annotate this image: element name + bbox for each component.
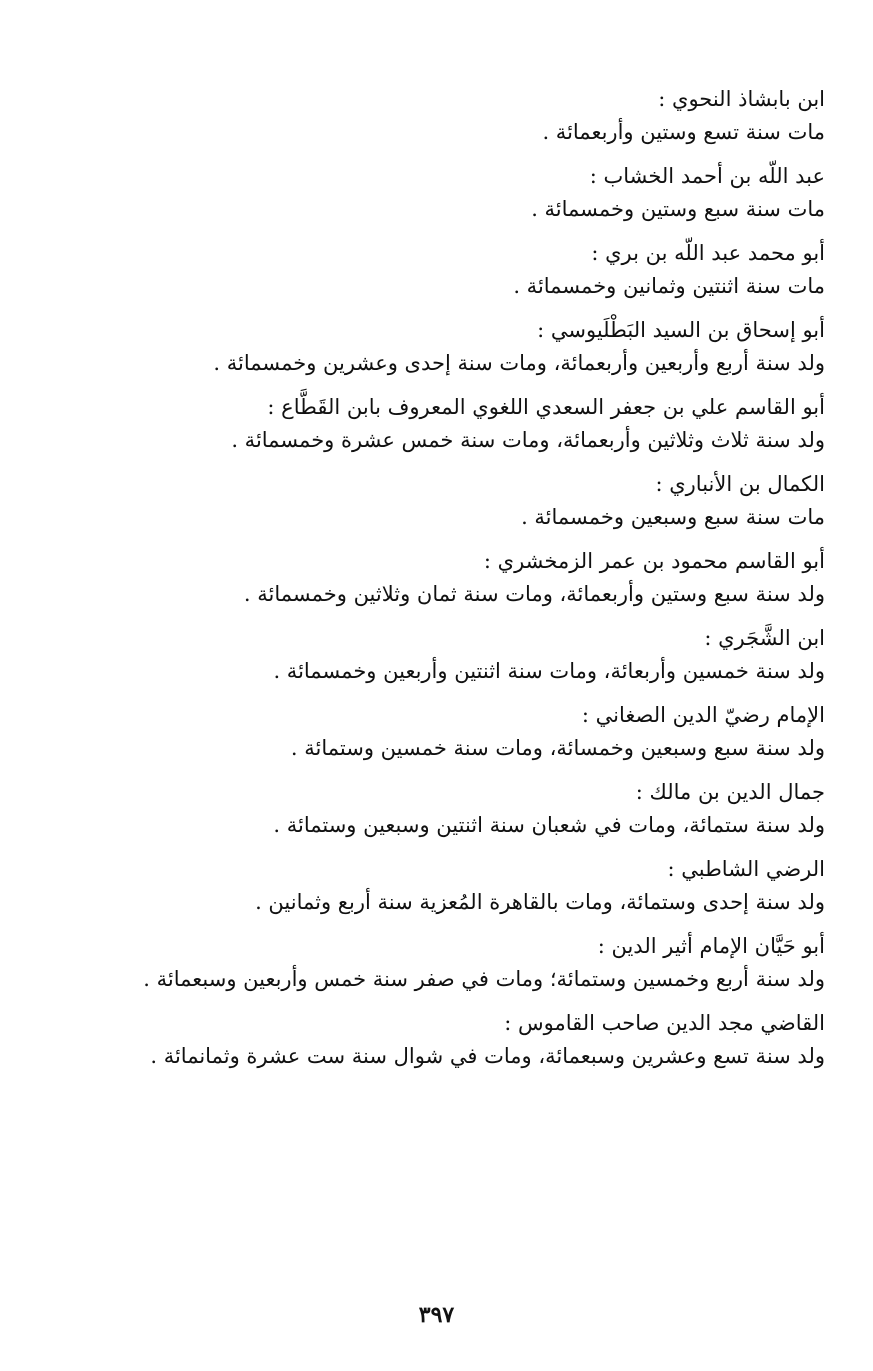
entry-name: أبو محمد عبد اللّه بن بري : bbox=[591, 241, 825, 265]
entry bbox=[100, 777, 825, 840]
entry-name: ابن الشَّجَري : bbox=[704, 626, 825, 650]
entry-name: أبو القاسم محمود بن عمر الزمخشري : bbox=[483, 549, 825, 573]
entry-text: ولد سنة أربع وأربعين وأربعمائة، ومات سنة إحدى وعشرين وخمسمائة . bbox=[213, 351, 825, 375]
entry-text: ولد سنة تسع وعشرين وسبعمائة، ومات في شوال سنة ست عشرة وثمانمائة . bbox=[150, 1044, 825, 1068]
entry-text: ولد سنة ستمائة، ومات في شعبان سنة اثنتين وسبعين وستمائة . bbox=[273, 813, 825, 837]
entry bbox=[100, 700, 825, 763]
entry bbox=[100, 854, 825, 917]
entry bbox=[100, 1008, 825, 1071]
entry-text: مات سنة تسع وستين وأربعمائة . bbox=[542, 120, 825, 144]
entry-text: مات سنة سبع وستين وخمسمائة . bbox=[531, 197, 825, 221]
entry-name: الرضي الشاطبي : bbox=[667, 857, 825, 881]
entry-name: عبد اللّه بن أحمد الخشاب : bbox=[589, 164, 825, 188]
entry bbox=[100, 931, 825, 994]
entry-text: ولد سنة خمسين وأربعائة، ومات سنة اثنتين وأربعين وخمسمائة . bbox=[273, 659, 825, 683]
entries-list bbox=[100, 84, 825, 1085]
entry-text: ولد سنة ثلاث وثلاثين وأربعمائة، ومات سنة خمس عشرة وخمسمائة . bbox=[231, 428, 825, 452]
entry bbox=[100, 469, 825, 532]
entry bbox=[100, 623, 825, 686]
entry-name: أبو إسحاق بن السيد البَطْلَيوسي : bbox=[537, 318, 825, 342]
entry-text: مات سنة اثنتين وثمانين وخمسمائة . bbox=[513, 274, 825, 298]
entry bbox=[100, 392, 825, 455]
entry-name: الإمام رضيّ الدين الصغاني : bbox=[581, 703, 825, 727]
entry-name: الكمال بن الأنباري : bbox=[655, 472, 825, 496]
entry-text: مات سنة سبع وسبعين وخمسمائة . bbox=[521, 505, 825, 529]
entry-name: جمال الدين بن مالك : bbox=[635, 780, 825, 804]
entry-name: أبو حَيَّان الإمام أثير الدين : bbox=[597, 934, 825, 958]
entry bbox=[100, 161, 825, 224]
entry-name: القاضي مجد الدين صاحب القاموس : bbox=[504, 1011, 825, 1035]
entry-name: أبو القاسم علي بن جعفر السعدي اللغوي المعروف بابن القَطَّاع : bbox=[267, 395, 825, 419]
entry-text: ولد سنة سبع وسبعين وخمسائة، ومات سنة خمسين وستمائة . bbox=[290, 736, 825, 760]
entry bbox=[100, 84, 825, 147]
entry bbox=[100, 546, 825, 609]
entry bbox=[100, 315, 825, 378]
entry bbox=[100, 238, 825, 301]
entry-text: ولد سنة إحدى وستمائة، ومات بالقاهرة المُعزية سنة أربع وثمانين . bbox=[255, 890, 825, 914]
entry-text: ولد سنة أربع وخمسين وستمائة؛ ومات في صفر سنة خمس وأربعين وسبعمائة . bbox=[143, 967, 825, 991]
page-number: ٣٩٧ bbox=[418, 1302, 455, 1328]
entry-name: ابن بابشاذ النحوي : bbox=[658, 87, 825, 111]
entry-text: ولد سنة سبع وستين وأربعمائة، ومات سنة ثمان وثلاثين وخمسمائة . bbox=[243, 582, 825, 606]
